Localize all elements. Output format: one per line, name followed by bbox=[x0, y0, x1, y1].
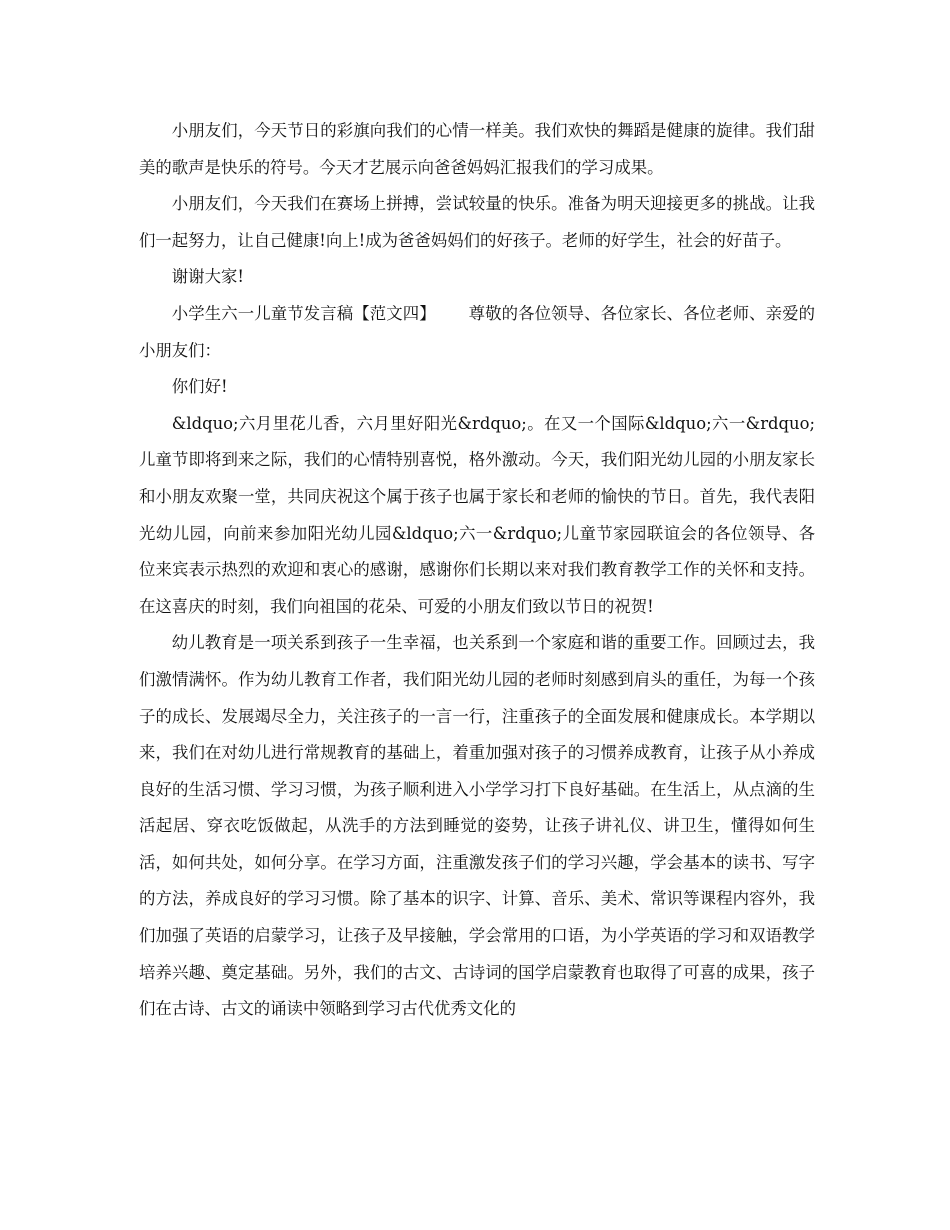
paragraph-competition: 小朋友们，今天我们在赛场上拼搏，尝试较量的快乐。准备为明天迎接更多的挑战。让我们一起努力，让自己健康!向上!成为爸爸妈妈们的好孩子。老师的好学生，社会的好苗子。 bbox=[139, 194, 815, 250]
document-body bbox=[139, 113, 815, 1028]
paragraph-june-celebration: &ldquo;六月里花儿香，六月里好阳光&rdquo;。在又一个国际&ldquo;六一&rdquo;儿童节即将到来之际，我们的心情特别喜悦，格外激动。今天，我们阳光幼儿园的小朋友家长和小朋友欢聚一堂，共同庆祝这个属于孩子也属于家长和老师的愉快的节日。首先，我代表阳光幼儿园，向前来参加阳光幼儿园&ldquo;六一&rdquo;儿童节家园联谊会的各位领导、各位来宾表示热烈的欢迎和衷心的感谢，感谢你们长期以来对我们教育教学工作的关怀和支持。在这喜庆的时刻，我们向祖国的花朵、可爱的小朋友们致以节日的祝贺! bbox=[139, 413, 815, 616]
salutation: 尊敬的各位领导、各位家长、各位老师、亲爱的小朋友们： bbox=[139, 303, 816, 360]
paragraph-festival-flags: 小朋友们，今天节日的彩旗向我们的心情一样美。我们欢快的舞蹈是健康的旋律。我们甜美的歌声是快乐的符号。今天才艺展示向爸爸妈妈汇报我们的学习成果。 bbox=[139, 121, 815, 177]
paragraph-early-education: 幼儿教育是一项关系到孩子一生幸福，也关系到一个家庭和谐的重要工作。回顾过去，我们激情满怀。作为幼儿教育工作者，我们阳光幼儿园的老师时刻感到肩头的重任，为每一个孩子的成长、发展竭尽全力，关注孩子的一言一行，注重孩子的全面发展和健康成长。本学期以来，我们在对幼儿进行常规教育的基础上，着重加强对孩子的习惯养成教育，让孩子从小养成良好的生活习惯、学习习惯，为孩子顺利进入小学学习打下良好基础。在生活上，从点滴的生活起居、穿衣吃饭做起，从洗手的方法到睡觉的姿势，让孩子讲礼仪、讲卫生，懂得如何生活，如何共处，如何分享。在学习方面，注重激发孩子们的学习兴趣，学会基本的读书、写字的方法，养成良好的学习习惯。除了基本的识字、计算、音乐、美术、常识等课程内容外，我们加强了英语的启蒙学习，让孩子及早接触，学会常用的口语，为小学英语的学习和双语教学培养兴趣、奠定基础。另外，我们的古文、古诗词的国学启蒙教育也取得了可喜的成果，孩子们在古诗、古文的诵读中领略到学习古代优秀文化的 bbox=[139, 633, 815, 1019]
paragraph-greeting: 你们好! bbox=[171, 377, 228, 397]
paragraph-thanks: 谢谢大家! bbox=[171, 267, 244, 287]
section-heading: 小学生六一儿童节发言稿【范文四】 bbox=[171, 303, 436, 323]
paragraph-section-heading bbox=[139, 296, 815, 369]
